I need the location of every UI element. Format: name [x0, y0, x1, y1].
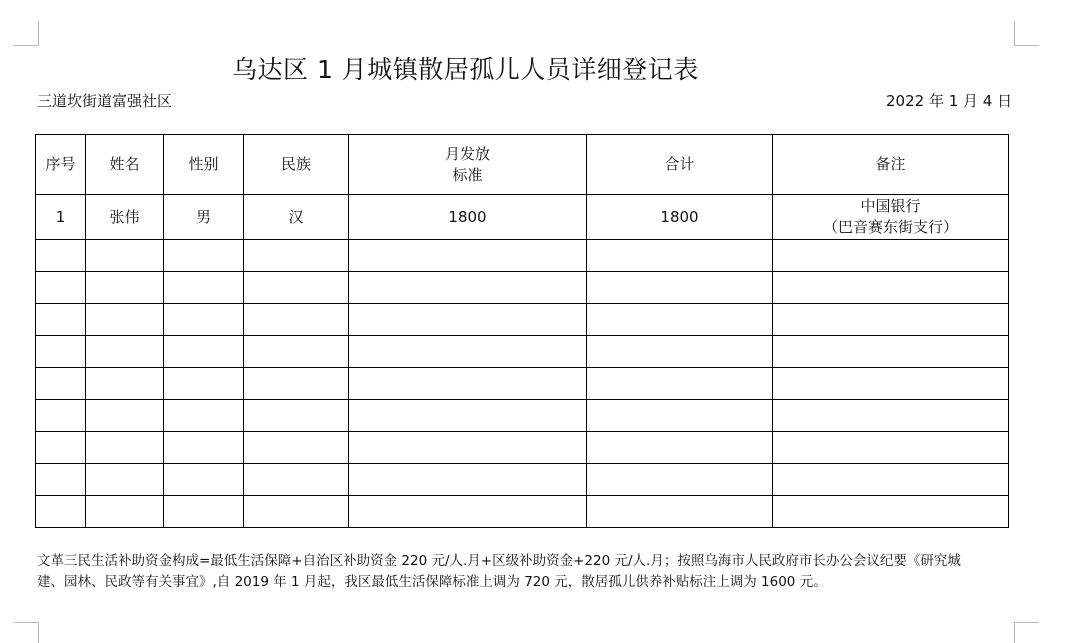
cell-remarks-line2: （巴音赛东街支行） [822, 218, 958, 236]
page-corner-mark [1014, 622, 1039, 643]
footnote-line2: 建、园林、民政等有关事宜》,自 2019 年 1 月起，我区最低生活保障标准上调为 720 元，散居孤儿供养补贴标注上调为 1600 元。 [37, 574, 827, 590]
header-ethnicity: 民族 [244, 135, 349, 195]
registration-table [35, 134, 1009, 528]
cell-remarks-line1: 中国银行 [860, 197, 921, 215]
page-corner-mark [14, 21, 39, 46]
cell-gender: 男 [164, 195, 244, 240]
empty-table-row [36, 400, 1009, 432]
empty-table-row [36, 496, 1009, 528]
empty-table-row [36, 464, 1009, 496]
header-name: 姓名 [86, 135, 164, 195]
empty-table-row [36, 304, 1009, 336]
header-monthly-standard [349, 135, 587, 195]
cell-ethnicity: 汉 [244, 195, 349, 240]
header-gender: 性别 [164, 135, 244, 195]
cell-seq: 1 [36, 195, 86, 240]
empty-table-row [36, 432, 1009, 464]
document-date: 2022 年 1 月 4 日 [886, 92, 1013, 110]
header-monthly-standard-line1: 月发放 [444, 144, 490, 163]
header-seq: 序号 [36, 135, 86, 195]
cell-monthly-standard: 1800 [349, 195, 587, 240]
footnote [37, 551, 1027, 593]
header-total: 合计 [587, 135, 773, 195]
cell-remarks [773, 195, 1009, 240]
empty-table-row [36, 272, 1009, 304]
footnote-line1: 文革三民生活补助资金构成=最低生活保障+自治区补助资金 220 元/人.月+区级补助资金+220 元/人.月；按照乌海市人民政府市长办公会议纪要《研究城 [37, 553, 961, 569]
header-monthly-standard-line2: 标准 [452, 165, 483, 184]
header-remarks: 备注 [773, 135, 1009, 195]
page-corner-mark [1014, 21, 1039, 46]
empty-table-row [36, 368, 1009, 400]
header-row [36, 135, 1009, 195]
empty-table-row [36, 240, 1009, 272]
empty-table-row [36, 336, 1009, 368]
document-title: 乌达区 1 月城镇散居孤儿人员详细登记表 [232, 55, 699, 84]
page-corner-mark [14, 622, 39, 643]
cell-name: 张伟 [86, 195, 164, 240]
community-name: 三道坎街道富强社区 [37, 92, 173, 110]
table-row [36, 195, 1009, 240]
cell-total: 1800 [587, 195, 773, 240]
